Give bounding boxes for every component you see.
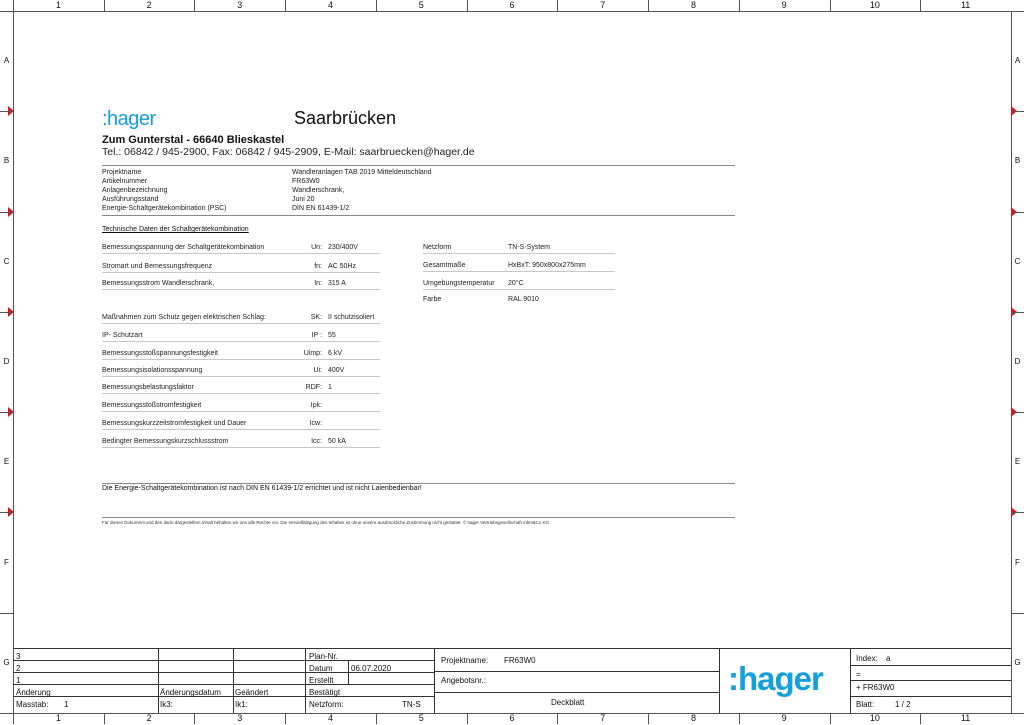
tech-label: Maßnahmen zum Schutz gegen elektrischen Schlag: bbox=[102, 314, 266, 321]
blatt-value: 1 / 2 bbox=[895, 700, 911, 709]
row-letter-right: F bbox=[1015, 557, 1020, 567]
projektname-label: Projektname: bbox=[441, 656, 489, 665]
titleblock-line bbox=[13, 684, 434, 685]
divider bbox=[102, 165, 735, 166]
ruler-tick bbox=[648, 713, 649, 724]
projektname-value: FR63W0 bbox=[504, 656, 536, 665]
tech-label: Bemessungsisolationsspannung bbox=[102, 367, 203, 374]
ruler-tick bbox=[920, 713, 921, 724]
row-underline bbox=[102, 411, 380, 412]
tech-label: Bemessungskurzzeitstromfestigkeit und Dauer bbox=[102, 420, 247, 427]
contact-line: Tel.: 06842 / 945-2900, Fax: 06842 / 945-2909, E-Mail: saarbruecken@hager.de bbox=[102, 146, 475, 158]
ruler-tick bbox=[0, 613, 13, 614]
datum-label: Datum bbox=[309, 664, 333, 673]
column-number-top: 2 bbox=[146, 0, 152, 10]
netzform-value: TN-S bbox=[402, 700, 421, 709]
ruler-tick bbox=[739, 0, 740, 11]
ruler-tick bbox=[0, 212, 13, 213]
tech-label: Bemessungsstoßstromfestigkeit bbox=[102, 402, 202, 409]
row-underline bbox=[102, 359, 380, 360]
tech-symbol: fn: bbox=[314, 263, 322, 270]
tech-label: Bemessungsspannung der Schaltgerätekombination bbox=[102, 244, 265, 251]
ruler-tick bbox=[1011, 512, 1024, 513]
row-letter-left: C bbox=[3, 256, 10, 266]
divider bbox=[102, 517, 735, 518]
ruler-tick bbox=[920, 0, 921, 11]
tech-value: 315 A bbox=[328, 280, 346, 287]
tech-symbol: Un: bbox=[311, 244, 322, 251]
row-letter-left: D bbox=[3, 357, 10, 366]
erstellt-label: Erstellt bbox=[309, 676, 334, 685]
tech-symbol: In: bbox=[314, 280, 322, 287]
ruler-tick bbox=[467, 713, 468, 724]
row-underline bbox=[102, 341, 380, 342]
column-number-bottom: 5 bbox=[418, 713, 424, 723]
tech-label: Umgebungstemperatur bbox=[423, 280, 495, 287]
revision-2: 2 bbox=[16, 664, 21, 673]
ruler-tick bbox=[1011, 11, 1024, 12]
hager-logo: :hager bbox=[728, 660, 823, 697]
compliance-note: Die Energie-Schaltgerätekombination ist nach DIN EN 61439-1/2 errichtet und ist nicht Laienbedienbar! bbox=[102, 485, 422, 492]
index-label: Index: bbox=[856, 654, 878, 663]
tech-label: Bemessungsbelastungsfaktor bbox=[102, 384, 194, 391]
tech-symbol: Icw: bbox=[309, 420, 322, 427]
info-label: Anlagenbezeichnung bbox=[102, 187, 168, 194]
tech-label: Farbe bbox=[423, 296, 442, 303]
netzform-label: Netzform: bbox=[309, 700, 344, 709]
row-letter-left: G bbox=[3, 657, 10, 667]
column-number-bottom: 8 bbox=[690, 713, 696, 723]
revision-1: 1 bbox=[16, 676, 21, 685]
row-underline bbox=[102, 393, 380, 394]
index-value: a bbox=[886, 654, 891, 663]
row-letter-right: A bbox=[1014, 56, 1021, 66]
aenderungsdatum-label: Änderungsdatum bbox=[160, 688, 221, 697]
ruler-tick bbox=[13, 0, 14, 11]
ruler-tick bbox=[285, 0, 286, 11]
info-value: Juni 20 bbox=[292, 196, 315, 203]
ruler-tick bbox=[0, 11, 13, 12]
project-info-values bbox=[292, 168, 432, 213]
row-letter-right: G bbox=[1014, 657, 1021, 667]
copyright-notice: Für dieses Dokument und den darin dargestellten Inhalt behalten wir uns alle Rechte vor. Die Vervielfältigung des Inhaltes ist ohne unsere ausdrückliche Zustimmung nicht gestattet. © hager Vertriebsgesellschaft mbH&Co KG bbox=[102, 520, 550, 525]
titleblock-line bbox=[13, 696, 434, 697]
ruler-tick bbox=[0, 312, 13, 313]
column-number-top: 7 bbox=[600, 0, 606, 10]
tech-value: 1 bbox=[328, 384, 332, 391]
row-letter-left: A bbox=[3, 56, 10, 66]
ruler-tick bbox=[0, 412, 13, 413]
row-underline bbox=[102, 289, 380, 290]
tech-value: 55 bbox=[328, 332, 336, 339]
row-letter-left: E bbox=[3, 457, 10, 467]
tech-heading: Technische Daten der Schaltgerätekombination bbox=[102, 226, 249, 233]
ruler-tick bbox=[648, 0, 649, 11]
divider bbox=[102, 215, 735, 216]
titleblock-line bbox=[434, 671, 719, 672]
column-number-bottom: 10 bbox=[869, 713, 880, 723]
info-value: Wandleranlagen TAB 2019 Mitteldeutschland bbox=[292, 169, 432, 176]
tech-value: AC 50Hz bbox=[328, 263, 357, 270]
tech-value: II schutzisoliert bbox=[328, 314, 375, 321]
equals-sign: = bbox=[856, 670, 861, 679]
info-label: Energie-Schaltgerätekombination (PSC) bbox=[102, 205, 227, 212]
row-letter-right: D bbox=[1014, 357, 1021, 366]
titleblock-line bbox=[850, 665, 1011, 666]
tech-value: 230/400V bbox=[328, 244, 358, 251]
divider bbox=[102, 483, 735, 484]
row-underline bbox=[423, 253, 615, 254]
row-letter-left: B bbox=[3, 156, 10, 166]
ruler-tick bbox=[557, 713, 558, 724]
column-number-top: 4 bbox=[328, 0, 334, 10]
ruler-tick bbox=[376, 713, 377, 724]
ruler-tick bbox=[1011, 212, 1024, 213]
ruler-tick bbox=[194, 713, 195, 724]
bestaetigt-label: Bestätigt bbox=[309, 688, 341, 697]
tech-label: Stromart und Bemessungsfrequenz bbox=[102, 263, 213, 270]
location-code: + FR63W0 bbox=[856, 683, 895, 692]
titleblock-line bbox=[434, 648, 435, 713]
titleblock-line bbox=[850, 680, 1011, 681]
tech-value: RAL 9010 bbox=[508, 296, 539, 303]
titleblock-line bbox=[233, 648, 234, 713]
row-underline bbox=[423, 271, 615, 272]
ruler-tick bbox=[376, 0, 377, 11]
ruler-tick bbox=[104, 0, 105, 11]
ruler-tick bbox=[104, 713, 105, 724]
ruler-tick bbox=[0, 111, 13, 112]
ruler-tick bbox=[1011, 613, 1024, 614]
column-number-bottom: 9 bbox=[781, 713, 787, 723]
datum-value: 06.07.2020 bbox=[351, 664, 392, 673]
massstab-value: 1 bbox=[64, 700, 69, 709]
ruler-tick bbox=[557, 0, 558, 11]
column-number-top: 6 bbox=[509, 0, 515, 10]
column-number-top: 1 bbox=[55, 0, 61, 10]
info-label: Artikelnummer bbox=[102, 178, 148, 185]
ruler-tick bbox=[1011, 412, 1024, 413]
column-number-bottom: 2 bbox=[146, 713, 152, 723]
row-letter-right: E bbox=[1014, 457, 1021, 467]
column-number-bottom: 6 bbox=[509, 713, 515, 723]
hager-logo-small: :hager bbox=[102, 108, 156, 130]
column-number-top: 8 bbox=[690, 0, 696, 10]
revision-3: 3 bbox=[16, 652, 21, 661]
column-number-bottom: 4 bbox=[328, 713, 334, 723]
ruler-tick bbox=[739, 713, 740, 724]
sheet-title: Deckblatt bbox=[551, 698, 585, 707]
tech-symbol: Ipk: bbox=[310, 402, 322, 409]
ruler-tick bbox=[13, 713, 14, 724]
column-number-bottom: 11 bbox=[960, 713, 971, 723]
tech-label: Netzform bbox=[423, 244, 452, 251]
tech-label: IP- Schutzart bbox=[102, 332, 143, 339]
ruler-tick bbox=[830, 713, 831, 724]
row-underline bbox=[423, 289, 615, 290]
tech-value: TN-S-System bbox=[508, 244, 550, 251]
ik1-label: Ik1: bbox=[235, 700, 248, 709]
angebotsnr-label: Angebotsnr.: bbox=[441, 676, 486, 685]
geaendert-label: Geändert bbox=[235, 688, 269, 697]
titleblock-line bbox=[158, 648, 159, 713]
tech-value: 20°C bbox=[508, 280, 524, 287]
tech-value: 50 kA bbox=[328, 438, 346, 445]
plan-nr-label: Plan-Nr. bbox=[309, 652, 338, 661]
column-number-top: 11 bbox=[960, 0, 971, 10]
aenderung-label: Änderung bbox=[16, 688, 51, 697]
titleblock-line bbox=[434, 692, 719, 693]
row-underline bbox=[102, 447, 380, 448]
ruler-tick bbox=[194, 0, 195, 11]
row-underline bbox=[102, 376, 380, 377]
blatt-label: Blatt: bbox=[856, 700, 875, 709]
tech-label: Bemessungsstoßspannungsfestigkeit bbox=[102, 350, 218, 357]
titleblock-line bbox=[719, 648, 720, 713]
ruler-tick bbox=[830, 0, 831, 11]
tech-symbol: IP : bbox=[311, 332, 322, 339]
row-underline bbox=[102, 272, 380, 273]
titleblock-line bbox=[348, 660, 349, 684]
tech-value: 400V bbox=[328, 367, 345, 374]
row-underline bbox=[102, 323, 380, 324]
ruler-tick bbox=[285, 713, 286, 724]
tech-label: Gesamtmaße bbox=[423, 262, 466, 269]
titleblock-line bbox=[13, 660, 434, 661]
row-underline bbox=[102, 429, 380, 430]
column-number-bottom: 7 bbox=[600, 713, 606, 723]
project-info-labels bbox=[102, 168, 227, 213]
tech-symbol: Uimp: bbox=[303, 350, 322, 357]
ruler-tick bbox=[0, 512, 13, 513]
info-label: Ausführungsstand bbox=[102, 196, 159, 203]
info-value: Wandlerschrank, bbox=[292, 187, 345, 194]
row-letter-right: B bbox=[1014, 156, 1021, 166]
info-value: DIN EN 61439-1/2 bbox=[292, 205, 350, 212]
column-number-top: 10 bbox=[869, 0, 880, 10]
massstab-label: Masstab: bbox=[16, 700, 49, 709]
tech-label: Bemessungsstrom Wandlerschrank, bbox=[102, 280, 215, 287]
info-label: Projektname bbox=[102, 169, 142, 176]
tech-value: 6 kV bbox=[328, 350, 343, 357]
ruler-tick bbox=[1011, 111, 1024, 112]
row-letter-right: C bbox=[1014, 256, 1021, 266]
tech-value: HxBxT: 950x800x275mm bbox=[508, 262, 586, 269]
column-number-bottom: 1 bbox=[55, 713, 61, 723]
column-number-bottom: 3 bbox=[237, 713, 243, 723]
tech-symbol: Icc: bbox=[311, 438, 322, 445]
row-underline bbox=[102, 253, 380, 254]
tech-label: Bedingter Bemessungskurzschlussstrom bbox=[102, 438, 229, 445]
inner-border bbox=[13, 11, 1012, 714]
titleblock-line bbox=[850, 696, 1011, 697]
column-number-top: 5 bbox=[418, 0, 424, 10]
row-letter-left: F bbox=[4, 557, 9, 567]
tech-symbol: Ui: bbox=[313, 367, 322, 374]
ruler-tick bbox=[467, 0, 468, 11]
tech-symbol: RDF: bbox=[305, 384, 322, 391]
titleblock-line bbox=[305, 648, 306, 713]
ruler-tick bbox=[1011, 312, 1024, 313]
tech-symbol: SK: bbox=[310, 314, 322, 321]
column-number-top: 3 bbox=[237, 0, 243, 10]
info-value: FR63W0 bbox=[292, 178, 320, 185]
column-number-top: 9 bbox=[781, 0, 787, 10]
address-line: Zum Gunterstal - 66640 Blieskastel bbox=[102, 134, 285, 146]
ik3-label: Ik3: bbox=[160, 700, 173, 709]
city-title: Saarbrücken bbox=[294, 108, 397, 128]
